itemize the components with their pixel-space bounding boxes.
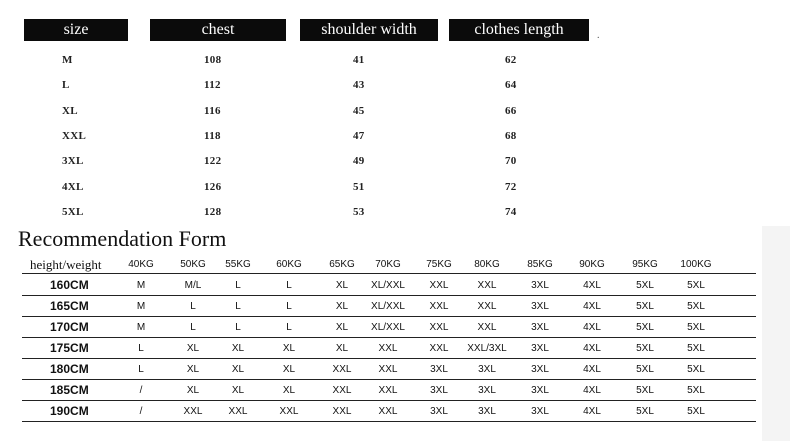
size-recommendation-cell: 3XL: [430, 364, 448, 375]
size-recommendation-cell: XXL: [332, 364, 352, 375]
size-recommendation-cell: XXL: [429, 280, 449, 291]
side-panel: [762, 226, 790, 441]
weight-header: 80KG: [474, 259, 500, 270]
size-cell-size: L: [62, 79, 70, 92]
size-cell-clothes-length: 74: [505, 205, 517, 218]
size-recommendation-cell: 3XL: [531, 406, 549, 417]
size-recommendation-cell: XXL: [477, 322, 497, 333]
size-recommendation-cell: 3XL: [531, 280, 549, 291]
size-recommendation-cell: L: [286, 322, 292, 333]
size-row: [0, 79, 620, 104]
table-rule: [22, 421, 756, 422]
size-cell-shoulder-width: 51: [353, 180, 365, 193]
size-recommendation-cell: XXL: [429, 322, 449, 333]
size-recommendation-cell: 5XL: [687, 343, 705, 354]
size-recommendation-cell: XXL: [429, 343, 449, 354]
size-recommendation-cell: L: [138, 364, 144, 375]
size-recommendation-cell: 3XL: [478, 406, 496, 417]
size-cell-shoulder-width: 47: [353, 129, 365, 142]
size-recommendation-cell: XL: [231, 385, 245, 396]
size-cell-clothes-length: 62: [505, 54, 517, 66]
size-recommendation-cell: XXL: [477, 280, 497, 291]
size-row: [0, 155, 620, 180]
recommendation-title: Recommendation Form: [18, 226, 227, 251]
size-recommendation-cell: 5XL: [636, 385, 654, 396]
height-label: 180CM: [50, 362, 89, 376]
size-recommendation-cell: L: [190, 301, 196, 312]
size-recommendation-cell: L: [138, 343, 144, 354]
size-recommendation-cell: XXL: [477, 301, 497, 312]
size-recommendation-cell: 4XL: [583, 406, 601, 417]
size-recommendation-cell: XXL: [279, 406, 299, 417]
size-recommendation-cell: 4XL: [583, 322, 601, 333]
weight-header: 60KG: [276, 259, 302, 270]
size-cell-shoulder-width: 43: [353, 79, 365, 92]
size-recommendation-cell: 4XL: [583, 385, 601, 396]
size-cell-size: 4XL: [62, 180, 84, 193]
size-recommendation-cell: XL: [282, 364, 296, 375]
size-recommendation-cell: XXL: [378, 385, 398, 396]
size-recommendation-cell: M: [136, 322, 146, 333]
size-cell-chest: 122: [204, 155, 222, 168]
table-row: [22, 296, 756, 317]
table-row: [22, 359, 756, 380]
size-recommendation-cell: 5XL: [687, 385, 705, 396]
size-recommendation-cell: XL: [231, 343, 245, 354]
header-shoulder-width: shoulder width: [300, 19, 438, 41]
weight-header: 90KG: [579, 259, 605, 270]
weight-header: 100KG: [680, 259, 712, 270]
size-recommendation-cell: XXL/3XL: [467, 343, 507, 354]
size-recommendation-cell: 4XL: [583, 364, 601, 375]
size-cell-shoulder-width: 49: [353, 155, 365, 168]
size-recommendation-cell: 5XL: [687, 406, 705, 417]
table-row: [22, 275, 756, 296]
size-recommendation-cell: XXL: [228, 406, 248, 417]
table-row: [22, 380, 756, 401]
size-recommendation-cell: XXL: [378, 364, 398, 375]
size-recommendation-cell: XL: [186, 364, 200, 375]
size-recommendation-cell: 3XL: [478, 385, 496, 396]
size-recommendation-cell: 5XL: [636, 406, 654, 417]
size-recommendation-cell: 4XL: [583, 343, 601, 354]
size-recommendation-cell: 3XL: [531, 364, 549, 375]
weight-header: 95KG: [632, 259, 658, 270]
size-recommendation-cell: XXL: [332, 406, 352, 417]
size-recommendation-cell: L: [235, 301, 241, 312]
size-recommendation-cell: 5XL: [636, 301, 654, 312]
size-recommendation-cell: XXL: [332, 385, 352, 396]
height-label: 185CM: [50, 383, 89, 397]
size-recommendation-cell: 4XL: [583, 301, 601, 312]
size-recommendation-cell: XL: [186, 385, 200, 396]
size-recommendation-cell: 3XL: [531, 322, 549, 333]
size-cell-size: 5XL: [62, 205, 84, 218]
size-recommendation-cell: 4XL: [583, 280, 601, 291]
corner-label: height/weight: [30, 257, 102, 272]
size-cell-chest: 128: [204, 205, 222, 218]
size-recommendation-cell: XL: [335, 343, 349, 354]
size-recommendation-cell: /: [139, 406, 143, 417]
size-recommendation-cell: 5XL: [687, 322, 705, 333]
size-recommendation-cell: 5XL: [636, 322, 654, 333]
table-rule: [22, 273, 756, 274]
size-recommendation-cell: L: [286, 301, 292, 312]
size-cell-size: M: [62, 54, 73, 66]
size-recommendation-cell: XL: [282, 385, 296, 396]
weight-header: 65KG: [329, 259, 355, 270]
size-cell-shoulder-width: 45: [353, 104, 365, 117]
size-recommendation-cell: 5XL: [636, 280, 654, 291]
size-cell-clothes-length: 70: [505, 155, 517, 168]
size-cell-clothes-length: 64: [505, 79, 517, 92]
size-recommendation-cell: 5XL: [687, 364, 705, 375]
size-cell-size: XL: [62, 104, 78, 117]
size-cell-clothes-length: 72: [505, 180, 517, 193]
size-recommendation-cell: XL/XXL: [371, 322, 405, 333]
size-row: [0, 130, 620, 155]
size-row: [0, 181, 620, 206]
table-row: [22, 338, 756, 359]
size-row: [0, 54, 620, 79]
height-label: 160CM: [50, 278, 89, 292]
height-label: 175CM: [50, 341, 89, 355]
height-label: 165CM: [50, 299, 89, 313]
size-row: [0, 105, 620, 130]
header-chest: chest: [150, 19, 286, 41]
weight-header: 85KG: [527, 259, 553, 270]
size-cell-shoulder-width: 41: [353, 54, 365, 66]
size-cell-chest: 112: [204, 79, 221, 92]
size-recommendation-cell: 3XL: [478, 364, 496, 375]
size-recommendation-cell: XL: [231, 364, 245, 375]
size-recommendation-cell: 5XL: [636, 343, 654, 354]
weight-header: 40KG: [128, 259, 154, 270]
size-cell-shoulder-width: 53: [353, 205, 365, 218]
size-recommendation-cell: M: [136, 280, 146, 291]
size-cell-size: 3XL: [62, 155, 84, 168]
size-recommendation-cell: 3XL: [430, 385, 448, 396]
size-recommendation-cell: XXL: [378, 343, 398, 354]
height-label: 190CM: [50, 404, 89, 418]
size-recommendation-cell: M: [136, 301, 146, 312]
size-recommendation-cell: /: [139, 385, 143, 396]
header-size: size: [24, 19, 128, 41]
header-clothes-length: clothes length: [449, 19, 589, 41]
size-recommendation-cell: XL/XXL: [371, 301, 405, 312]
size-recommendation-cell: XXL: [183, 406, 203, 417]
size-recommendation-cell: 3XL: [531, 301, 549, 312]
size-recommendation-cell: XXL: [429, 301, 449, 312]
size-cell-chest: 118: [204, 129, 221, 142]
size-recommendation-cell: XL: [335, 322, 349, 333]
size-cell-clothes-length: 66: [505, 104, 517, 117]
size-cell-size: XXL: [62, 129, 87, 142]
size-recommendation-cell: 5XL: [636, 364, 654, 375]
size-recommendation-cell: L: [190, 322, 196, 333]
size-recommendation-cell: XL/XXL: [371, 280, 405, 291]
weight-header: 50KG: [180, 259, 206, 270]
size-recommendation-cell: XL: [335, 280, 349, 291]
table-row: [22, 317, 756, 338]
size-cell-chest: 108: [204, 54, 222, 66]
size-recommendation-cell: L: [235, 322, 241, 333]
weight-header: 75KG: [426, 259, 452, 270]
size-recommendation-cell: 3XL: [430, 406, 448, 417]
size-recommendation-cell: 3XL: [531, 385, 549, 396]
size-recommendation-cell: L: [286, 280, 292, 291]
size-cell-chest: 126: [204, 180, 222, 193]
size-recommendation-cell: 5XL: [687, 280, 705, 291]
height-label: 170CM: [50, 320, 89, 334]
size-recommendation-cell: L: [235, 280, 241, 291]
size-recommendation-cell: M/L: [184, 280, 202, 291]
size-cell-clothes-length: 68: [505, 129, 517, 142]
size-recommendation-cell: XXL: [378, 406, 398, 417]
weight-header: 70KG: [375, 259, 401, 270]
size-recommendation-cell: 5XL: [687, 301, 705, 312]
table-row: [22, 401, 756, 422]
size-cell-chest: 116: [204, 104, 221, 117]
size-recommendation-cell: XL: [282, 343, 296, 354]
stray-dot: .: [597, 30, 600, 41]
size-recommendation-cell: XL: [186, 343, 200, 354]
weight-header: 55KG: [225, 259, 251, 270]
recommendation-header-row: [22, 254, 756, 275]
size-recommendation-cell: XL: [335, 301, 349, 312]
size-recommendation-cell: 3XL: [531, 343, 549, 354]
